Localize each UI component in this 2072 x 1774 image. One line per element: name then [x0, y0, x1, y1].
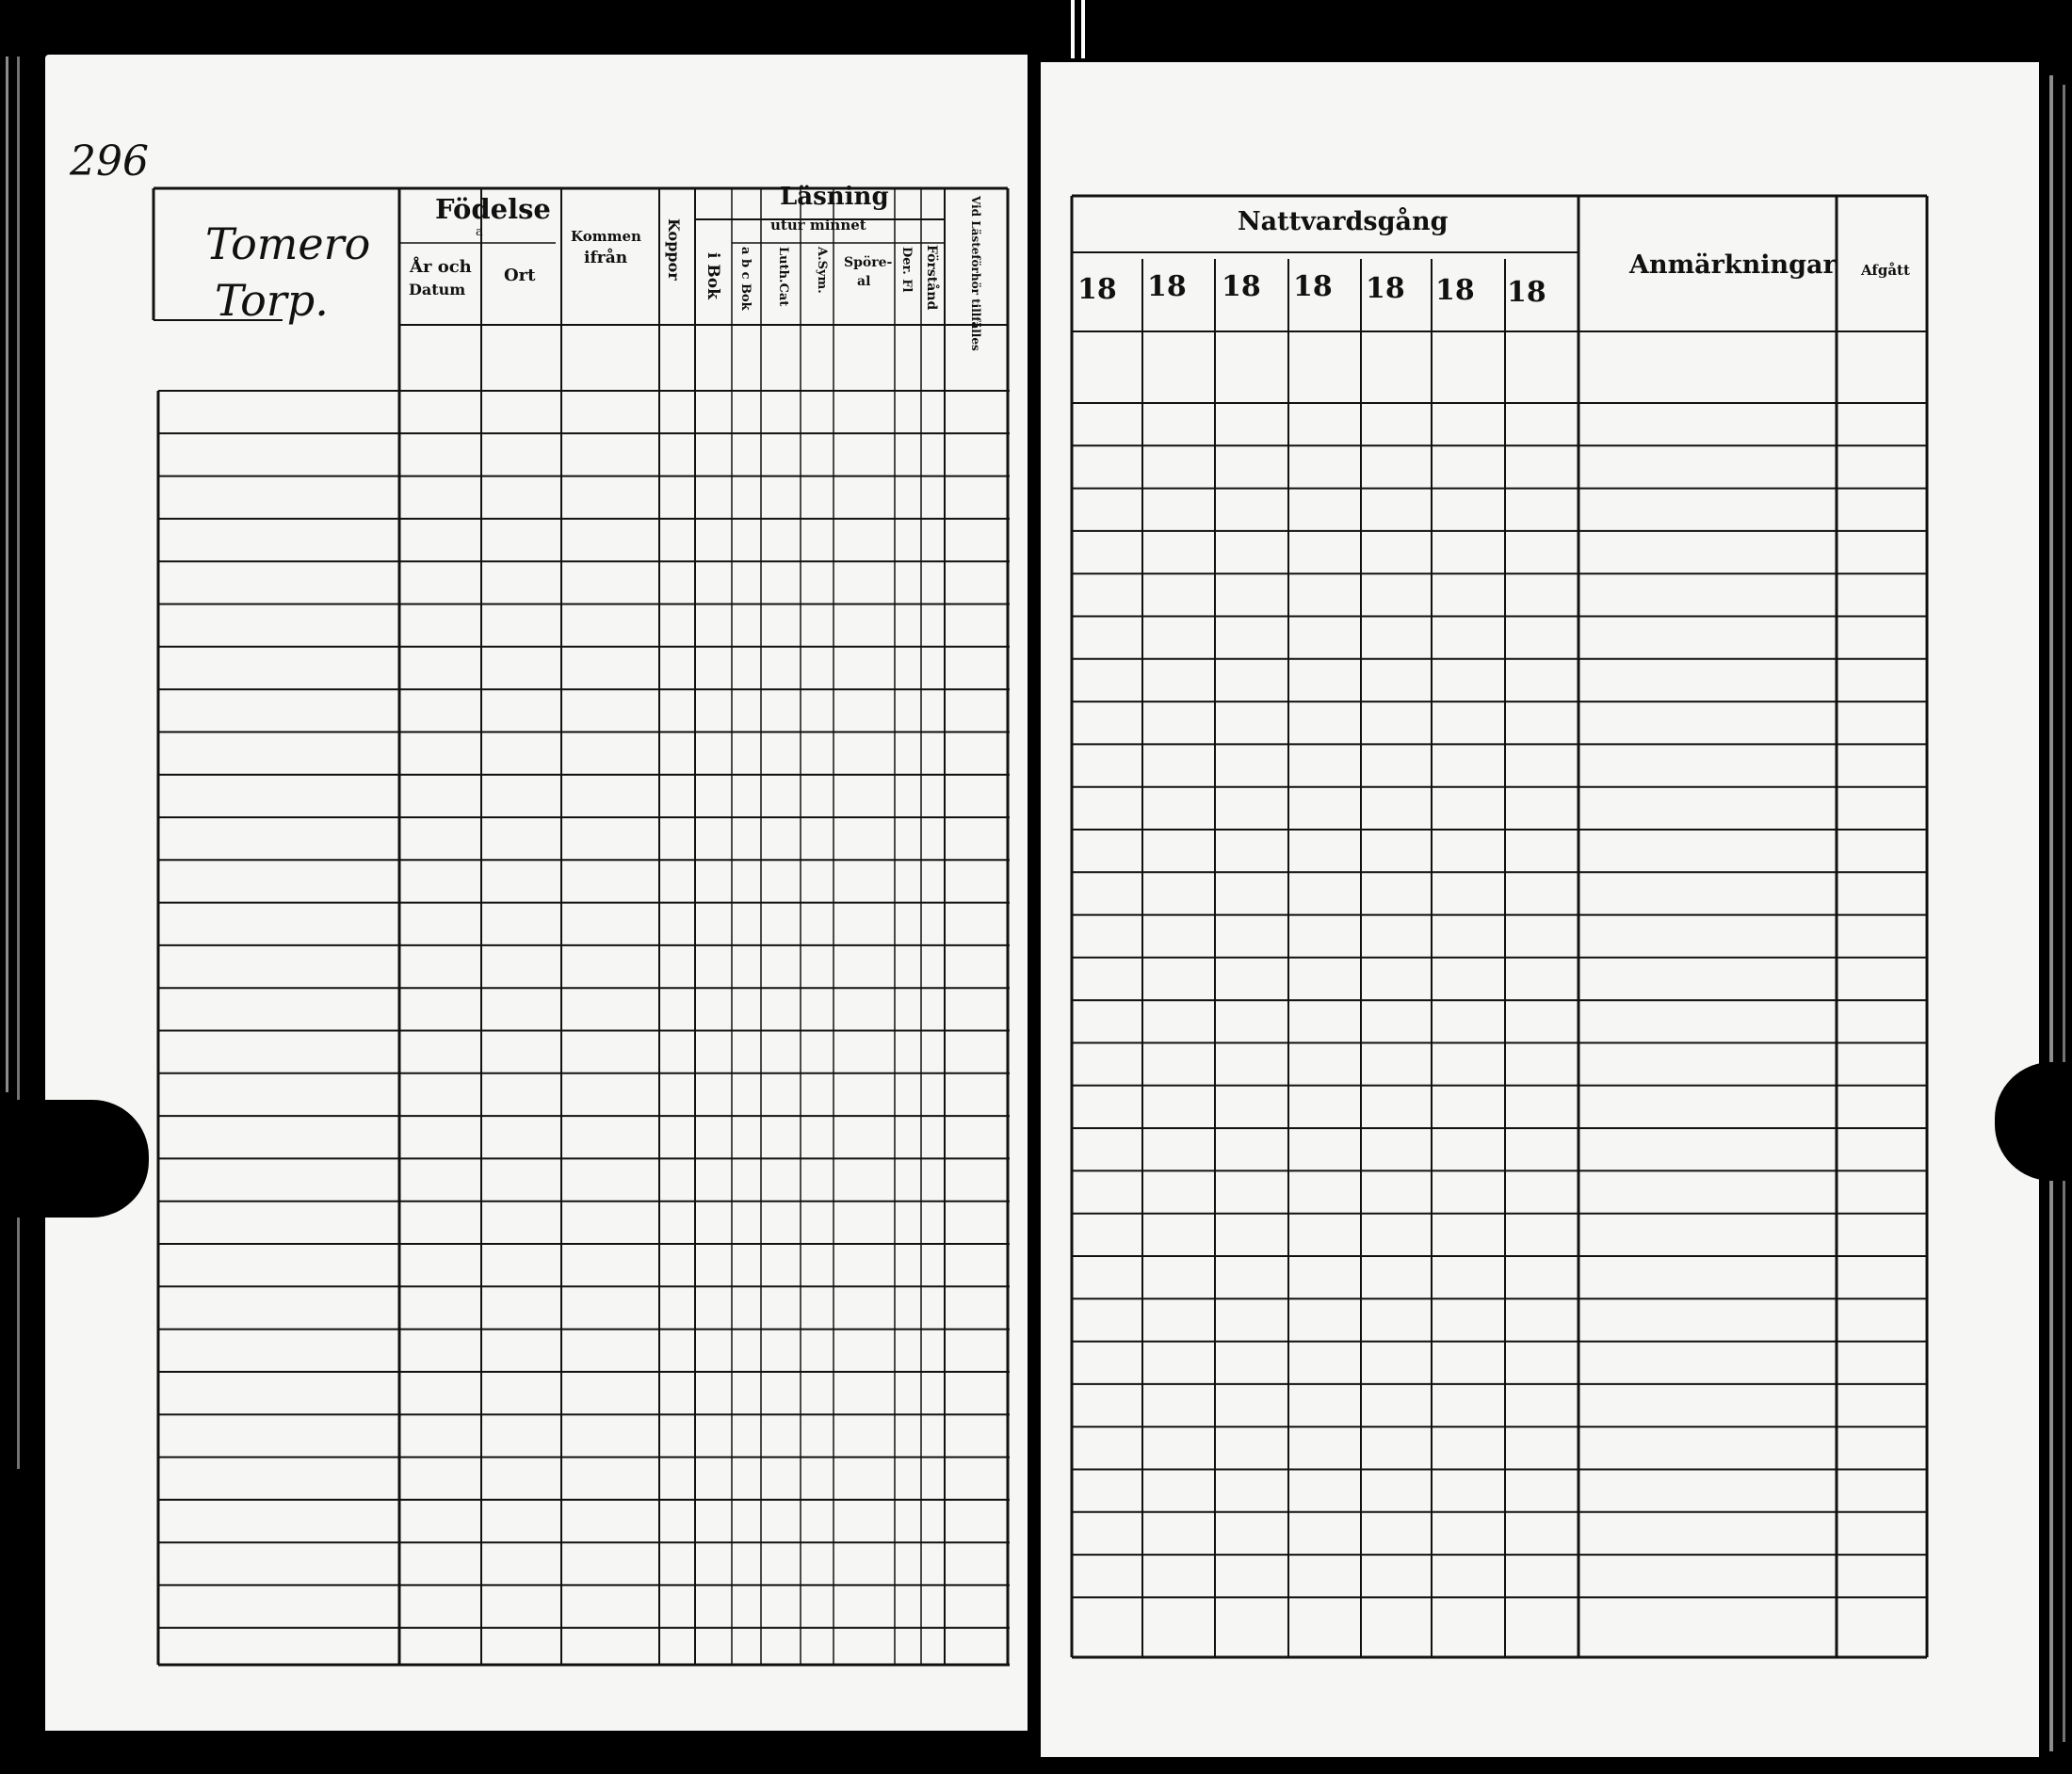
header-utur-minnet: utur minnet: [770, 217, 866, 234]
header-i-bok: i Bok: [704, 252, 722, 299]
header-kommen: Kommen: [571, 228, 641, 245]
header-ort: Ort: [504, 266, 536, 285]
year-col-3: 18: [1222, 270, 1261, 303]
header-ar-och: År och: [410, 257, 472, 277]
header-sporeal: Spöre-: [844, 255, 893, 270]
header-koppor: Koppor: [665, 218, 683, 281]
header-luth-cat: Luth.Cat: [776, 247, 790, 307]
header-a-sym: A.Sym.: [815, 247, 829, 294]
year-col-2: 18: [1147, 270, 1187, 303]
header-afgatt: Afgått: [1861, 262, 1910, 279]
page-number: 296: [70, 137, 149, 185]
year-col-7: 18: [1507, 276, 1546, 309]
header-datum: Datum: [409, 281, 466, 298]
year-col-1: 18: [1077, 273, 1117, 306]
header-abc-bok: a b c Bok: [738, 247, 753, 311]
header-ifran: ifrån: [584, 249, 628, 267]
header-der-fl: Der. Fl: [899, 247, 914, 293]
header-fodelse-a: a: [476, 225, 483, 239]
place-name-line1: Tomero: [205, 218, 371, 269]
header-nattvardsgang: Nattvardsgång: [1238, 207, 1449, 236]
year-col-4: 18: [1293, 270, 1333, 303]
header-anmarkningar: Anmärkningar: [1629, 250, 1837, 280]
header-vid-ladet: Vid Lästeförhör tillfälles: [969, 196, 982, 351]
header-forstand: Förstånd: [924, 245, 939, 311]
header-fodelse: Födelse: [435, 193, 551, 225]
year-col-5: 18: [1366, 272, 1405, 305]
header-sporeal-2: al: [857, 274, 871, 289]
header-lasning: Läsning: [780, 183, 889, 211]
place-name-line2: Torp.: [215, 275, 329, 326]
year-col-6: 18: [1435, 274, 1475, 307]
